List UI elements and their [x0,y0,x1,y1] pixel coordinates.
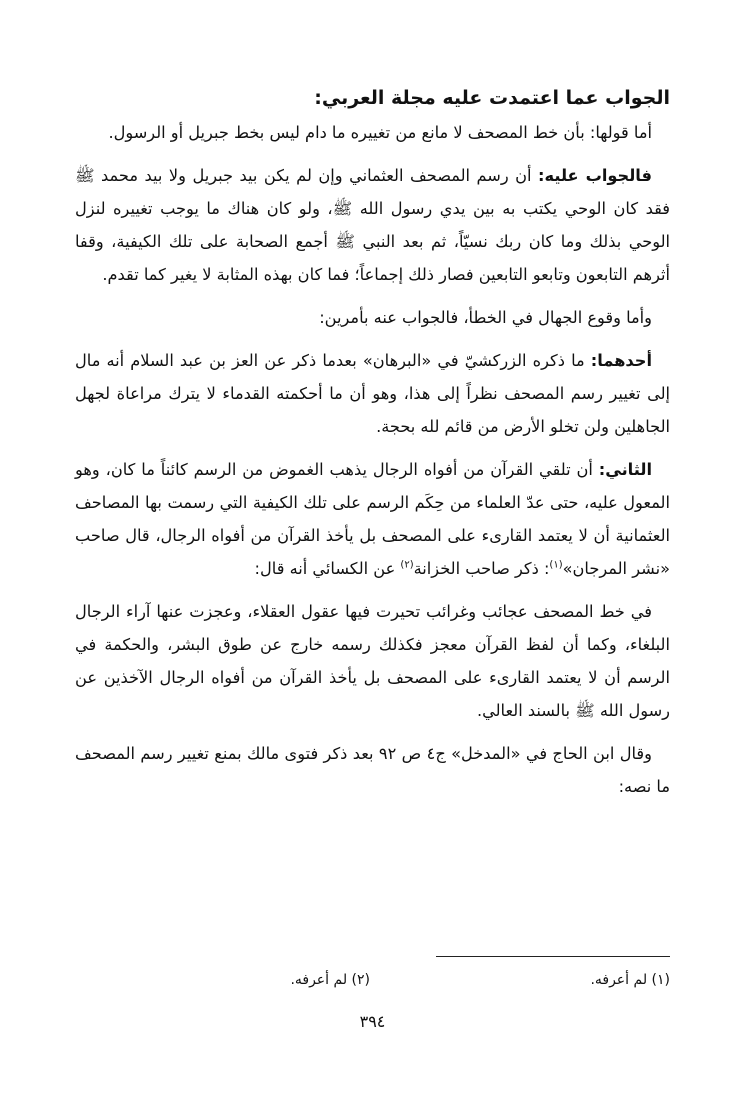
paragraph-errors-intro: وأما وقوع الجهال في الخطأ، فالجواب عنه بأمرين: [319,308,652,327]
footnote-divider [436,956,670,957]
page-number: ٣٩٤ [359,1012,386,1031]
footnote-ref-2[interactable]: (٢) [400,559,414,571]
second-point-text-b: : ذكر صاحب الخزانة [413,559,550,578]
answer-lead: فالجواب عليه: [538,166,652,185]
footnote-1: (١) لم أعرفه. [590,972,670,988]
page-body [75,82,670,1082]
footnote-2: (٢) لم أعرفه. [290,972,370,988]
second-point-lead: الثاني: [598,460,652,479]
second-point-text-a: أن تلقي القرآن من أفواه الرجال يذهب الغموض من الرسم كائناً ما كان، وهو المعول عليه، حتى عدّ العلماء من حِكَم الرسم على تلك الكيفية التي رسمت بها المصاحف العثمانية أن لا يعتمد القارىء على المصحف بل يأخذ القرآن من أفواه الرجال، قال صاحب «نشر المرجان» [75,460,670,578]
footnote-ref-1[interactable]: (١) [549,559,563,571]
first-point-text: ما ذكره الزركشيّ في «البرهان» بعدما ذكر عن العز بن عبد السلام أنه مال إلى تغيير رسم المصحف نظراً إلى هذا، وهو أن ما أحكمته القدماء لا يترك مراعاة لجهل الجاهلين ولن تخلو الأرض من قائم لله بحجة. [75,351,670,436]
first-point-lead: أحدهما: [590,351,652,370]
section-heading: الجواب عما اعتمدت عليه مجلة العربي: [314,87,670,109]
paragraph-first-point [75,344,670,443]
paragraph-claim: أما قولها: بأن خط المصحف لا مانع من تغييره ما دام ليس بخط جبريل أو الرسول. [108,123,652,142]
paragraph-second-point [75,453,670,585]
paragraph-ibn-alhajj: وقال ابن الحاج في «المدخل» ج٤ ص ٩٢ بعد ذكر فتوى مالك بمنع تغيير رسم المصحف ما نصه: [75,744,670,796]
second-point-text-c: عن الكسائي أنه قال: [254,559,401,578]
answer-text: أن رسم المصحف العثماني وإن لم يكن بيد جبريل ولا بيد محمد ﷺ فقد كان الوحي يكتب به بين يدي رسول الله ﷺ، ولو كان هناك ما يوجب تغييره لنزل الوحي بذلك وما كان ربك نسيّاً، ثم بعد النبي ﷺ أجمع الصحابة على تلك الكيفية، وقفا أثرهم التابعون وتابعو التابعين فصار ذلك إجماعاً؛ فما كان بهذه المثابة لا يغير كما تقدم. [75,166,670,284]
paragraph-quote: في خط المصحف عجائب وغرائب تحيرت فيها عقول العقلاء، وعجزت عنها آراء الرجال البلغاء، وكما أن لفظ القرآن معجز فكذلك رسمه خارج عن طوق البشر، والحكمة في الرسم أن لا يعتمد القارىء على المصحف بل يأخذ القرآن من أفواه الرجال الآخذين عن رسول الله ﷺ بالسند العالي. [75,602,670,720]
paragraph-answer [75,159,670,291]
